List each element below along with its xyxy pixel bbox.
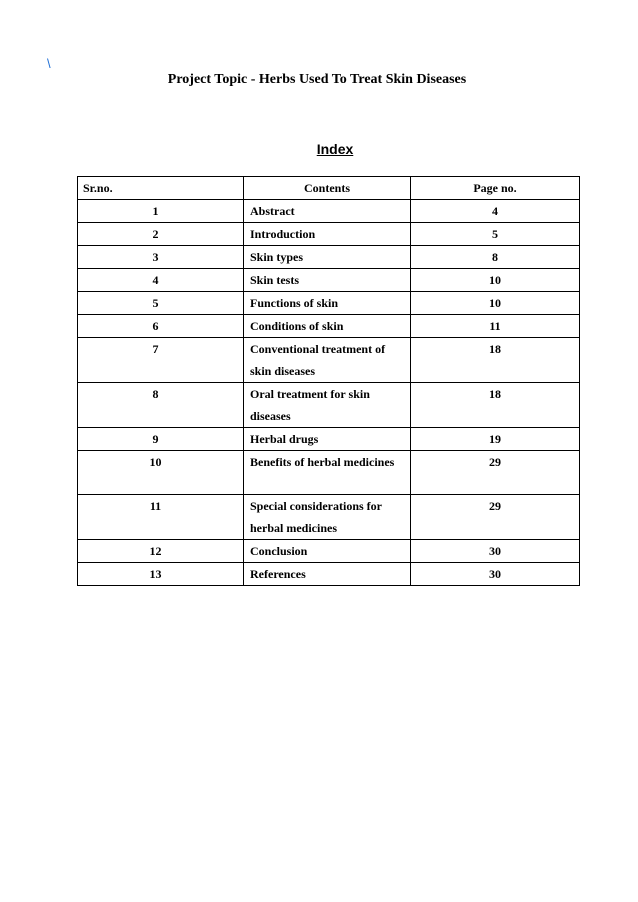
table-row xyxy=(78,315,580,338)
table-row xyxy=(78,563,580,586)
row-sr-no: 13 xyxy=(78,563,244,586)
row-sr-no: 11 xyxy=(78,495,244,540)
row-sr-no: 1 xyxy=(78,200,244,223)
row-content-title: Skin tests xyxy=(244,269,411,292)
row-page-no: 11 xyxy=(411,315,580,338)
table-row xyxy=(78,292,580,315)
row-content-title: Introduction xyxy=(244,223,411,246)
table-row xyxy=(78,451,580,495)
row-content-title: Functions of skin xyxy=(244,292,411,315)
table-row xyxy=(78,540,580,563)
row-sr-no: 5 xyxy=(78,292,244,315)
row-page-no: 4 xyxy=(411,200,580,223)
row-sr-no: 4 xyxy=(78,269,244,292)
table-row xyxy=(78,223,580,246)
row-sr-no: 6 xyxy=(78,315,244,338)
row-content-title: Benefits of herbal medicines xyxy=(244,451,411,495)
stray-backslash-mark: \ xyxy=(47,56,51,71)
row-content-title: Abstract xyxy=(244,200,411,223)
table-row xyxy=(78,495,580,540)
row-page-no: 5 xyxy=(411,223,580,246)
row-page-no: 29 xyxy=(411,495,580,540)
row-sr-no: 12 xyxy=(78,540,244,563)
index-table-body xyxy=(78,200,580,586)
row-content-title: Conclusion xyxy=(244,540,411,563)
row-page-no: 8 xyxy=(411,246,580,269)
row-content-title: Special considerations for herbal medicines xyxy=(244,495,411,540)
row-content-title: Conditions of skin xyxy=(244,315,411,338)
table-row xyxy=(78,246,580,269)
row-page-no: 29 xyxy=(411,451,580,495)
header-sr-no: Sr.no. xyxy=(78,177,244,200)
row-page-no: 30 xyxy=(411,540,580,563)
row-page-no: 30 xyxy=(411,563,580,586)
row-page-no: 18 xyxy=(411,338,580,383)
table-row xyxy=(78,200,580,223)
row-page-no: 10 xyxy=(411,292,580,315)
index-heading: Index xyxy=(316,141,354,157)
row-content-title: Herbal drugs xyxy=(244,428,411,451)
row-content-title: Skin types xyxy=(244,246,411,269)
row-sr-no: 9 xyxy=(78,428,244,451)
row-sr-no: 8 xyxy=(78,383,244,428)
table-row xyxy=(78,269,580,292)
row-content-title: Oral treatment for skin diseases xyxy=(244,383,411,428)
row-sr-no: 10 xyxy=(78,451,244,495)
header-contents: Contents xyxy=(244,177,411,200)
table-header-row xyxy=(78,177,580,200)
project-title: Project Topic - Herbs Used To Treat Skin Diseases xyxy=(167,72,467,87)
table-row xyxy=(78,428,580,451)
row-page-no: 18 xyxy=(411,383,580,428)
row-sr-no: 3 xyxy=(78,246,244,269)
table-row xyxy=(78,383,580,428)
row-content-title: Conventional treatment of skin diseases xyxy=(244,338,411,383)
header-page-no: Page no. xyxy=(411,177,580,200)
row-page-no: 10 xyxy=(411,269,580,292)
row-sr-no: 2 xyxy=(78,223,244,246)
row-sr-no: 7 xyxy=(78,338,244,383)
row-page-no: 19 xyxy=(411,428,580,451)
row-content-title: References xyxy=(244,563,411,586)
index-table xyxy=(77,176,580,586)
table-row xyxy=(78,338,580,383)
